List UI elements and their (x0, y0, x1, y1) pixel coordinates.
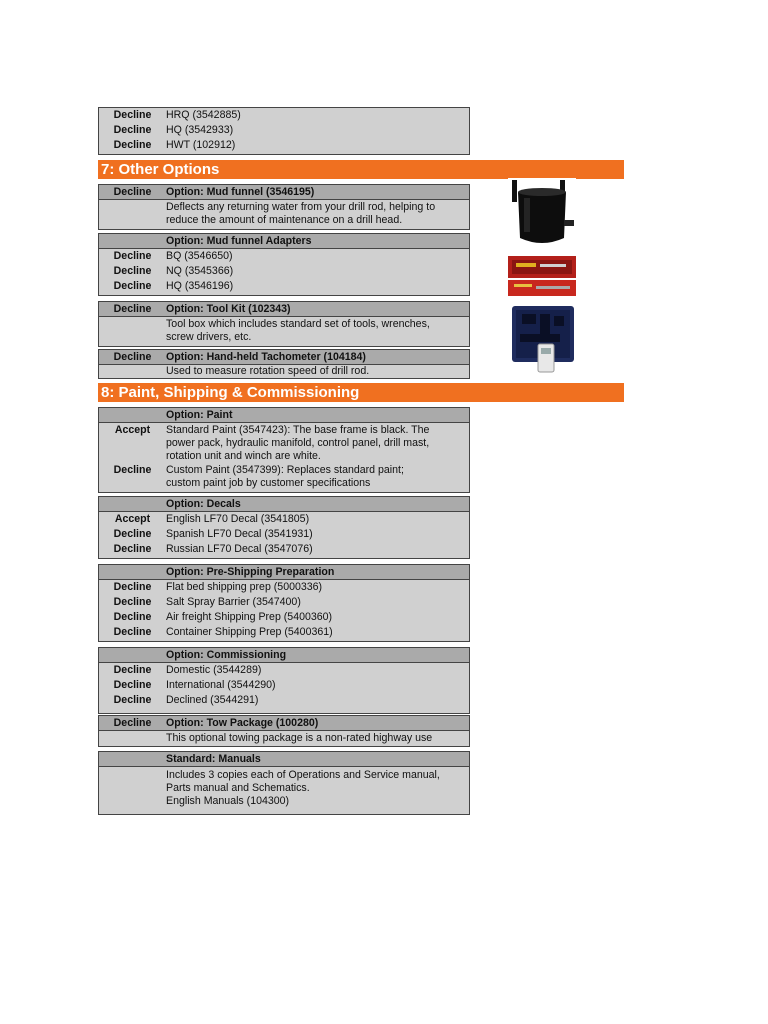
option-header: Option: Pre-Shipping Preparation (166, 566, 335, 578)
status-label: Decline (113, 250, 152, 262)
table-row (99, 109, 469, 122)
option-header: Option: Decals (166, 498, 241, 510)
item-text: Russian LF70 Decal (3547076) (166, 543, 313, 555)
table-row (99, 679, 469, 692)
item-text: International (3544290) (166, 679, 276, 691)
item-text: HQ (3546196) (166, 280, 234, 292)
option-header: Option: Tool Kit (102343) (166, 303, 291, 315)
option-description: Used to measure rotation speed of drill rod. (166, 365, 370, 377)
section-title-paint-shipping: 8: Paint, Shipping & Commissioning (98, 383, 624, 402)
status-label: Accept (114, 424, 151, 436)
pre-shipping-table (98, 564, 470, 642)
table-row (99, 464, 469, 490)
table-header (99, 565, 469, 580)
table-header (99, 350, 469, 365)
option-header: Option: Mud funnel (3546195) (166, 186, 315, 198)
item-text: Air freight Shipping Prep (5400360) (166, 611, 333, 623)
section-title-other-options: 7: Other Options (98, 160, 624, 179)
table-row (99, 250, 469, 263)
table-row (99, 513, 469, 526)
status-label: Decline (113, 124, 152, 136)
option-header: Option: Hand-held Tachometer (104184) (166, 351, 366, 363)
table-row (99, 596, 469, 609)
table-header (99, 497, 469, 512)
option-description: This optional towing package is a non-rated highway use (166, 732, 433, 744)
table-row (99, 280, 469, 293)
status-label: Decline (113, 611, 152, 623)
table-row (99, 528, 469, 541)
option-header: Option: Mud funnel Adapters (166, 235, 312, 247)
item-text: BQ (3546650) (166, 250, 233, 262)
table-row (99, 694, 469, 707)
commissioning-table (98, 647, 470, 714)
status-label: Decline (113, 694, 152, 706)
tool-kit-table (98, 301, 470, 347)
table-row (99, 124, 469, 137)
table-row (99, 265, 469, 278)
option-description: Includes 3 copies each of Operations and Service manual, Parts manual and Schematics. English Manuals (104300) (166, 769, 440, 807)
manuals-table (98, 751, 470, 815)
status-label: Decline (113, 596, 152, 608)
table-header (99, 716, 469, 731)
status-label: Decline (113, 664, 152, 676)
status-label: Decline (113, 351, 152, 363)
table-header (99, 752, 469, 767)
table-header (99, 302, 469, 317)
table-row (99, 543, 469, 556)
option-description: Deflects any returning water from your drill rod, helping to reduce the amount of maintenance on a drill head. (166, 201, 436, 226)
mud-funnel-table (98, 184, 470, 230)
item-text: Flat bed shipping prep (5000336) (166, 581, 323, 593)
option-header: Option: Commissioning (166, 649, 287, 661)
tow-package-table (98, 715, 470, 747)
status-label: Decline (113, 543, 152, 555)
status-label: Decline (113, 528, 152, 540)
status-label: Decline (113, 717, 152, 729)
status-label: Decline (113, 581, 152, 593)
status-label: Accept (114, 513, 151, 525)
item-text: Spanish LF70 Decal (3541931) (166, 528, 313, 540)
item-text: English LF70 Decal (3541805) (166, 513, 310, 525)
item-text: HWT (102912) (166, 139, 236, 151)
item-text: Declined (3544291) (166, 694, 259, 706)
item-text: Standard Paint (3547423): The base frame is black. The power pack, hydraulic manifold, control panel, drill mast, rotation unit and winch are white. (166, 424, 430, 462)
item-text: HQ (3542933) (166, 124, 234, 136)
table-row (99, 139, 469, 152)
option-header: Option: Paint (166, 409, 233, 421)
item-text: Salt Spray Barrier (3547400) (166, 596, 301, 608)
tool-kit-image (506, 250, 578, 300)
table-header (99, 185, 469, 200)
status-label: Decline (113, 109, 152, 121)
tachometer-table (98, 349, 470, 379)
status-label: Decline (113, 280, 152, 292)
table-row (99, 626, 469, 639)
item-text: NQ (3545366) (166, 265, 234, 277)
status-label: Decline (113, 679, 152, 691)
table-header (99, 234, 469, 249)
table-row (99, 424, 469, 463)
status-label: Decline (113, 186, 152, 198)
top-table (98, 107, 470, 155)
table-row (99, 581, 469, 594)
table-header (99, 408, 469, 423)
item-text: HRQ (3542885) (166, 109, 241, 121)
mud-funnel-image (508, 178, 576, 248)
status-label: Decline (113, 464, 152, 476)
item-text: Custom Paint (3547399): Replaces standard paint; custom paint job by customer specifications (166, 464, 404, 489)
mud-funnel-adapters-table (98, 233, 470, 296)
item-text: Container Shipping Prep (5400361) (166, 626, 333, 638)
status-label: Decline (113, 303, 152, 315)
option-header: Standard: Manuals (166, 753, 261, 765)
paint-table (98, 407, 470, 493)
table-row (99, 664, 469, 677)
decals-table (98, 496, 470, 559)
option-header: Option: Tow Package (100280) (166, 717, 319, 729)
status-label: Decline (113, 626, 152, 638)
status-label: Decline (113, 139, 152, 151)
status-label: Decline (113, 265, 152, 277)
option-description: Tool box which includes standard set of tools, wrenches, screw drivers, etc. (166, 318, 430, 343)
table-header (99, 648, 469, 663)
item-text: Domestic (3544289) (166, 664, 262, 676)
tachometer-image (510, 304, 576, 376)
table-row (99, 611, 469, 624)
